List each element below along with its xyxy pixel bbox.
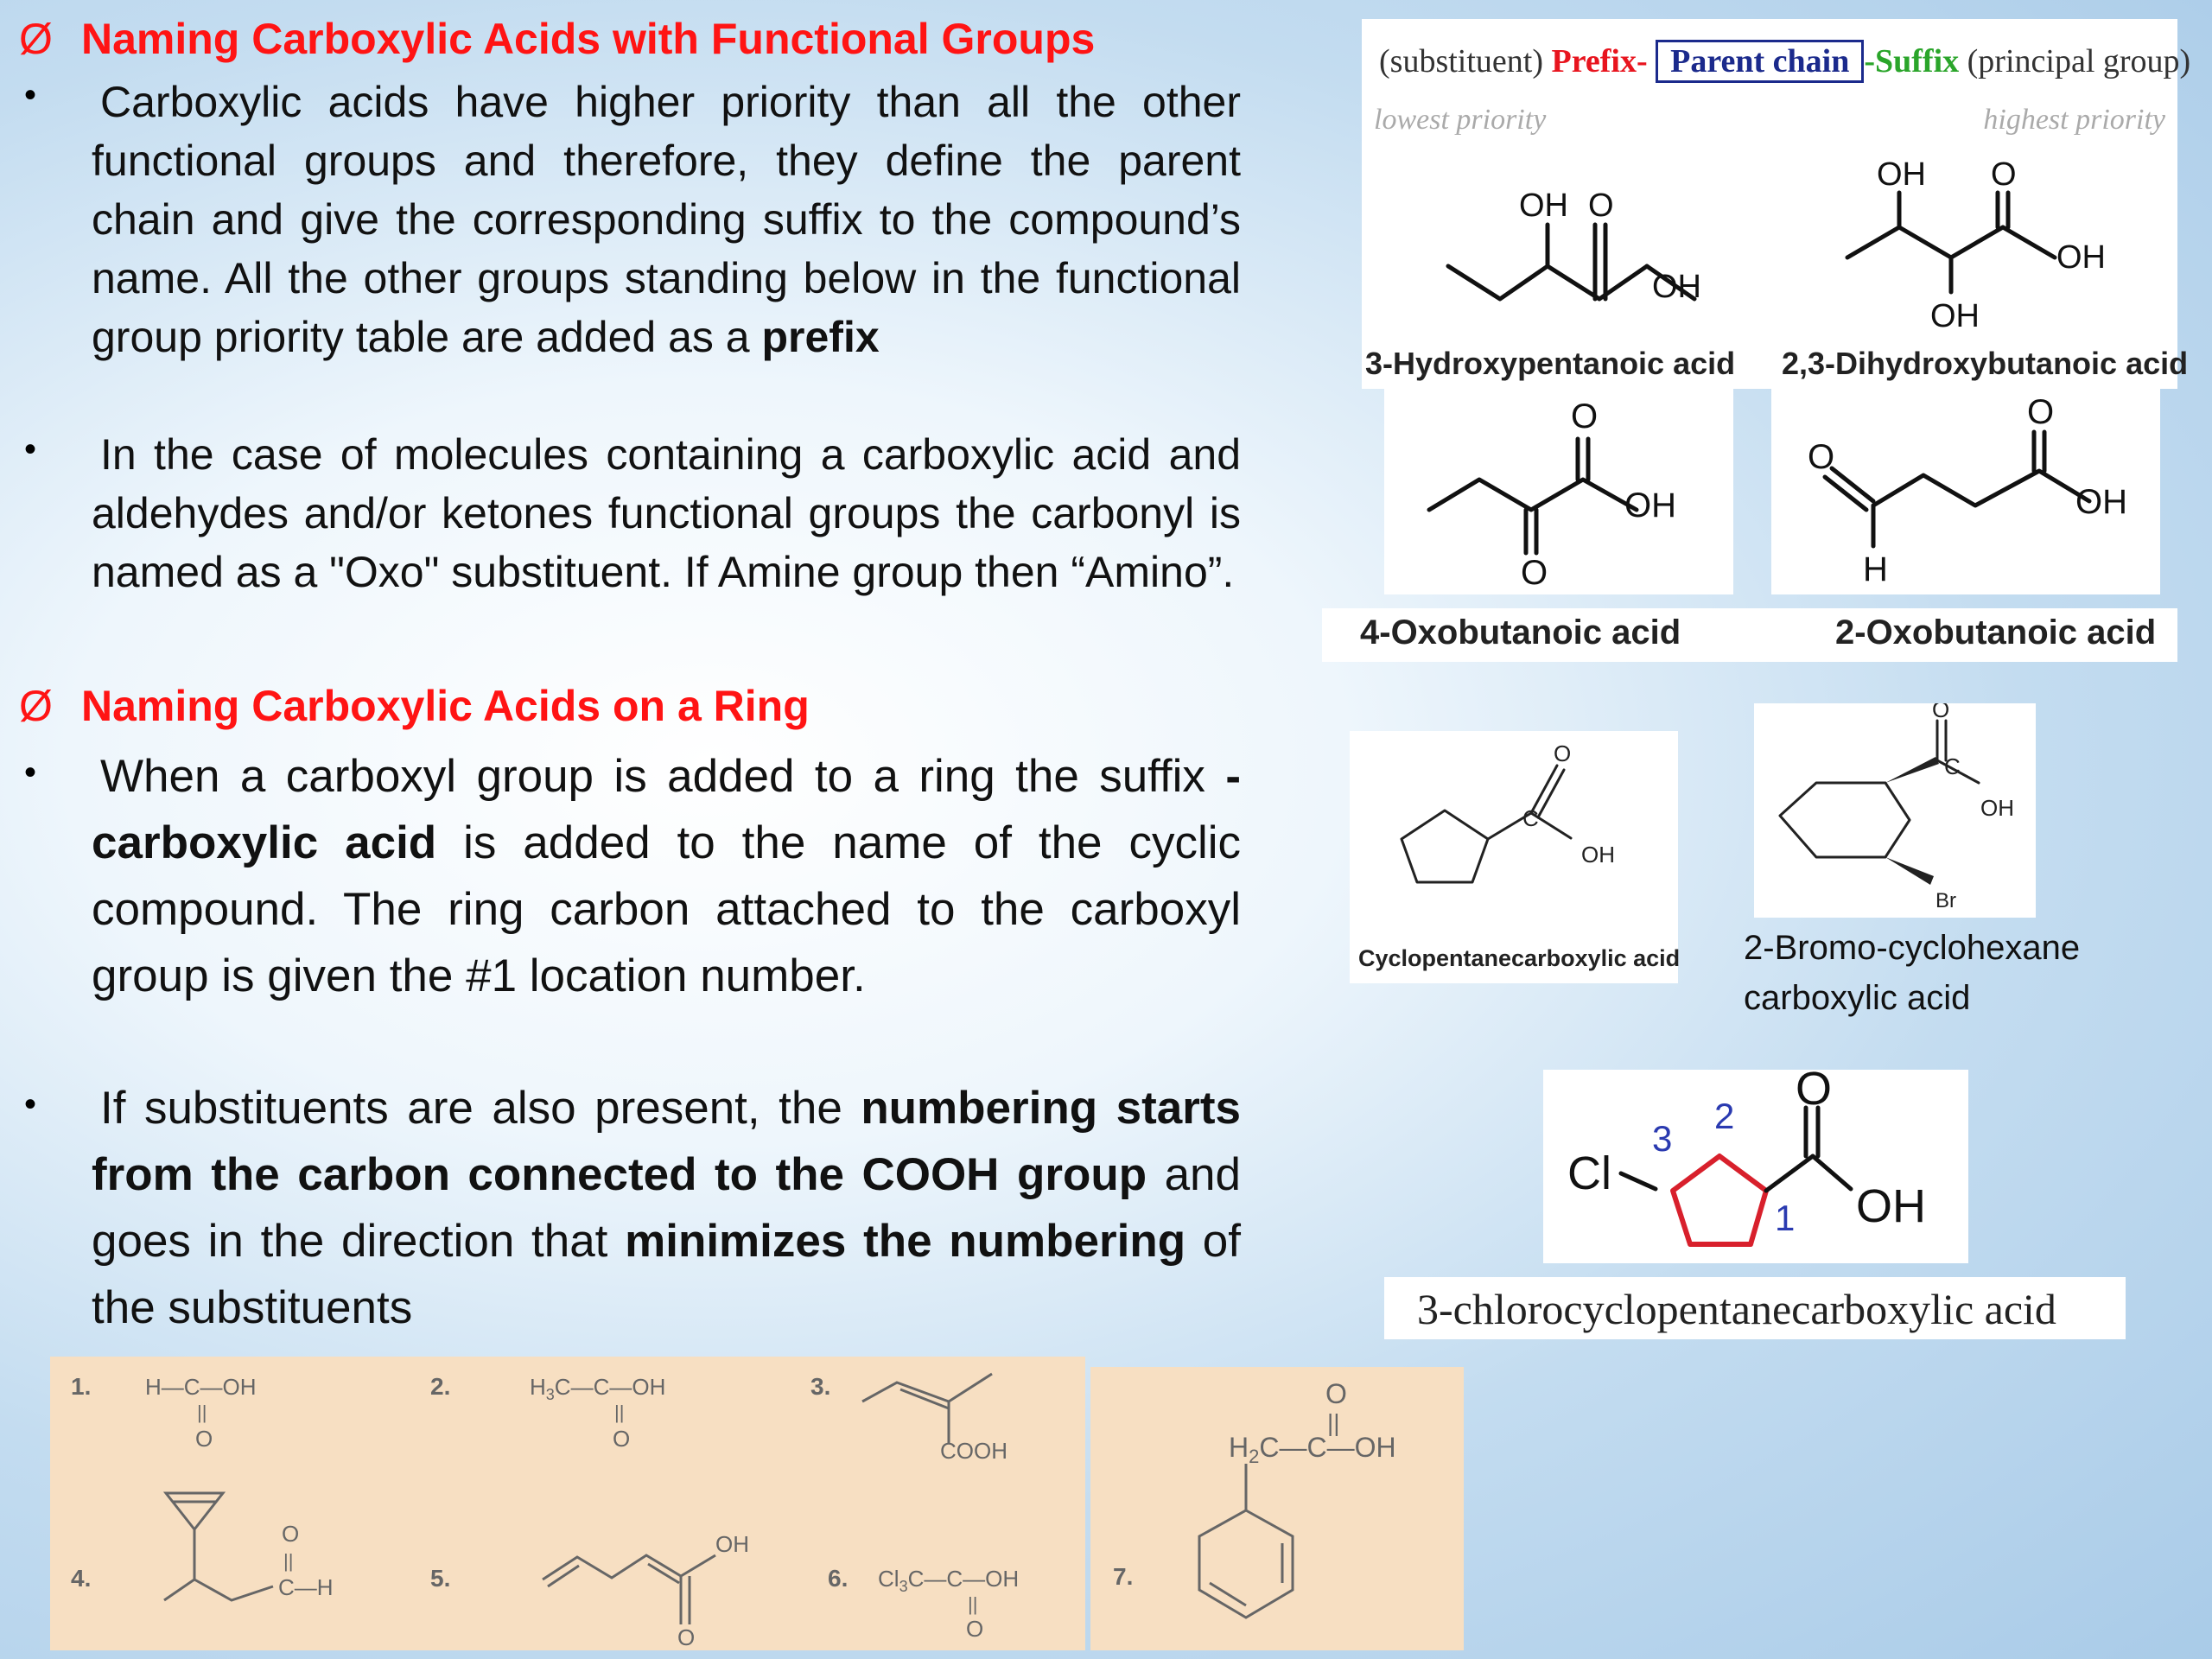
o-label: O <box>195 1426 213 1452</box>
double-bond-1: || <box>197 1402 207 1423</box>
chlorocyclopentane-structure <box>1543 1070 1968 1263</box>
exercise-number-5: 5. <box>430 1565 451 1592</box>
ring-number-2: 2 <box>1714 1096 1735 1136</box>
double-bond-6: || <box>968 1593 978 1615</box>
exercise-number-1: 1. <box>71 1373 92 1400</box>
bromo-line-2: carboxylic acid <box>1744 979 1971 1017</box>
cyclopentane-structure <box>1350 731 1678 938</box>
principal-text: (principal group) <box>1967 43 2191 79</box>
paragraph-oxo <box>92 425 1241 601</box>
ring-number-1: 1 <box>1775 1198 1796 1238</box>
paragraph-ring <box>92 743 1241 1009</box>
lowest-priority-label: lowest priority <box>1374 104 1547 136</box>
oh-label: OH <box>2075 483 2127 521</box>
structure-oxo-left <box>1384 389 1733 594</box>
exercise-structures <box>50 1357 1085 1650</box>
chloro-label-strip <box>1384 1277 2126 1339</box>
heading-text: Naming Carboxylic Acids on a Ring <box>81 682 810 730</box>
br-label: Br <box>1936 889 1956 912</box>
exercise-panel-7 <box>1090 1367 1464 1650</box>
oxobutanoic-2-structure <box>1771 389 2160 594</box>
highest-priority-label: highest priority <box>1983 104 2165 136</box>
numbering-text: If substituents are also present, the <box>100 1083 861 1134</box>
oh-label: OH <box>1930 298 1980 334</box>
numbering-text: and goes in the direction that <box>92 1149 1241 1267</box>
c-label: C <box>1522 805 1539 831</box>
bullet-icon: • <box>24 76 37 114</box>
o-label: O <box>966 1616 984 1642</box>
bromocyclohexane-structure <box>1754 703 2036 918</box>
ring-text: is added to the name of the cyclic compound. The ring carbon attached to the carboxyl group is given the #1 location number. <box>92 817 1241 1001</box>
oxobutanoic-4-structure <box>1384 389 1733 594</box>
minimizes-bold: minimizes the numbering <box>625 1216 1186 1267</box>
double-bond-2: || <box>614 1402 625 1423</box>
structures-hydroxy-panel <box>1362 145 2189 389</box>
label-oxobutanoic-2: 2-Oxobutanoic acid <box>1835 613 2157 652</box>
o-label: O <box>2027 393 2055 431</box>
h-label: H <box>1863 550 1888 588</box>
exercise-structure-7 <box>1090 1367 1464 1650</box>
formula-7: $H_2C—C—OH$ <box>1229 1432 1396 1467</box>
oh-label: OH <box>2056 239 2106 276</box>
o-label: O <box>677 1624 696 1650</box>
heading-marker-icon: Ø <box>19 15 53 63</box>
o-label: O <box>1991 156 2017 193</box>
bullet-icon: • <box>24 753 37 791</box>
carboxylic-acid-bold: -carboxylic acid <box>92 751 1241 868</box>
oh-label: OH <box>1877 156 1926 193</box>
o-label: O <box>1796 1070 1833 1115</box>
name-format-row <box>1379 40 2190 83</box>
cl-label: Cl <box>1567 1147 1611 1199</box>
bromocyclohexane-panel <box>1754 703 2036 918</box>
o-label: O <box>1932 703 1950 722</box>
o-label: O <box>282 1521 300 1547</box>
o-label: O <box>1588 188 1614 224</box>
exercise-number-3: 3. <box>810 1373 831 1400</box>
suffix-text: -Suffix <box>1864 43 1960 79</box>
label-bromocyclohexane <box>1744 923 2080 1023</box>
bullet-icon: • <box>24 1085 37 1123</box>
priority-text: Carboxylic acids have higher priority than all the other functional groups and therefore, they define the parent chain and give the corresponding suffix to the compound’s name. All the other groups standing below in the functional group priority table are added as a <box>92 78 1241 361</box>
ring-text: When a carboxyl group is added to a ring the suffix <box>100 751 1226 802</box>
o-label: O <box>1554 741 1572 766</box>
formula-3: COOH <box>940 1438 1007 1464</box>
oh-label: OH <box>1856 1180 1926 1232</box>
bromo-line-1: 2-Bromo-cyclohexane <box>1744 929 2081 967</box>
ring-number-3: 3 <box>1652 1118 1673 1159</box>
exercise-panel <box>50 1357 1085 1650</box>
oxo-label-strip <box>1322 608 2177 662</box>
name-format-banner <box>1362 19 2191 147</box>
double-bond-4: || <box>283 1550 294 1572</box>
parent-chain-box <box>1656 40 1864 83</box>
paragraph-priority <box>92 73 1241 366</box>
formula-6: $Cl_3C—C—OH$ <box>878 1566 1020 1595</box>
label-hydroxypentanoic: 3-Hydroxypentanoic acid <box>1365 346 1736 381</box>
oh-label: OH <box>1519 188 1568 224</box>
label-dihydroxybutanoic: 2,3-Dihydroxybutanoic acid <box>1782 346 2189 381</box>
structure-oxo-right <box>1771 389 2160 594</box>
heading-text: Naming Carboxylic Acids with Functional Groups <box>81 15 1096 63</box>
formula-4: C—H <box>278 1574 334 1600</box>
parent-chain-text: Parent chain <box>1670 43 1850 79</box>
o-label: O <box>613 1426 631 1452</box>
numbering-text: of the substituents <box>92 1216 1241 1333</box>
label-chlorocyclopentane: 3-chlorocyclopentanecarboxylic acid <box>1417 1285 2056 1333</box>
oxo-text: In the case of molecules containing a carboxylic acid and aldehydes and/or ketones functional groups the carbonyl is named as a "Oxo" substituent. If Amine group then “Amino”. <box>92 430 1241 596</box>
heading-functional-groups <box>19 14 1095 64</box>
o-label: O <box>1571 397 1599 435</box>
exercise-number-2: 2. <box>430 1373 451 1400</box>
formula-2: $H_3C—C—OH$ <box>530 1374 666 1403</box>
exercise-number-6: 6. <box>828 1565 849 1592</box>
substituent-text: (substituent) <box>1379 43 1543 79</box>
oh-label: OH <box>1652 269 1701 305</box>
bullet-icon: • <box>24 430 37 468</box>
paragraph-numbering <box>92 1075 1241 1341</box>
prefix-bold: prefix <box>761 313 880 361</box>
exercise-number-4: 4. <box>71 1565 92 1592</box>
heading-ring <box>19 681 810 731</box>
label-cyclopentanecarboxylic: Cyclopentanecarboxylic acid <box>1358 945 1681 971</box>
oh-label: OH <box>715 1531 749 1557</box>
cyclopentane-panel <box>1350 731 1681 983</box>
exercise-number-7: 7. <box>1113 1563 1134 1590</box>
o-label: O <box>1521 554 1548 592</box>
numbering-bold: numbering starts from the carbon connected to the COOH group <box>92 1083 1241 1200</box>
o-label: O <box>1808 438 1835 476</box>
chlorocyclopentane-panel <box>1543 1070 1968 1263</box>
oh-label: OH <box>1581 842 1615 868</box>
heading-marker-icon: Ø <box>19 682 53 730</box>
label-oxobutanoic-4: 4-Oxobutanoic acid <box>1360 613 1681 652</box>
o-label: O <box>1325 1378 1347 1409</box>
oh-label: OH <box>1980 795 2014 821</box>
formula-1: H—C—OH <box>145 1374 257 1400</box>
double-bond-7: || <box>1327 1409 1340 1436</box>
prefix-text: Prefix- <box>1551 43 1648 79</box>
oh-label: OH <box>1624 486 1676 524</box>
c-label: C <box>1944 753 1961 779</box>
